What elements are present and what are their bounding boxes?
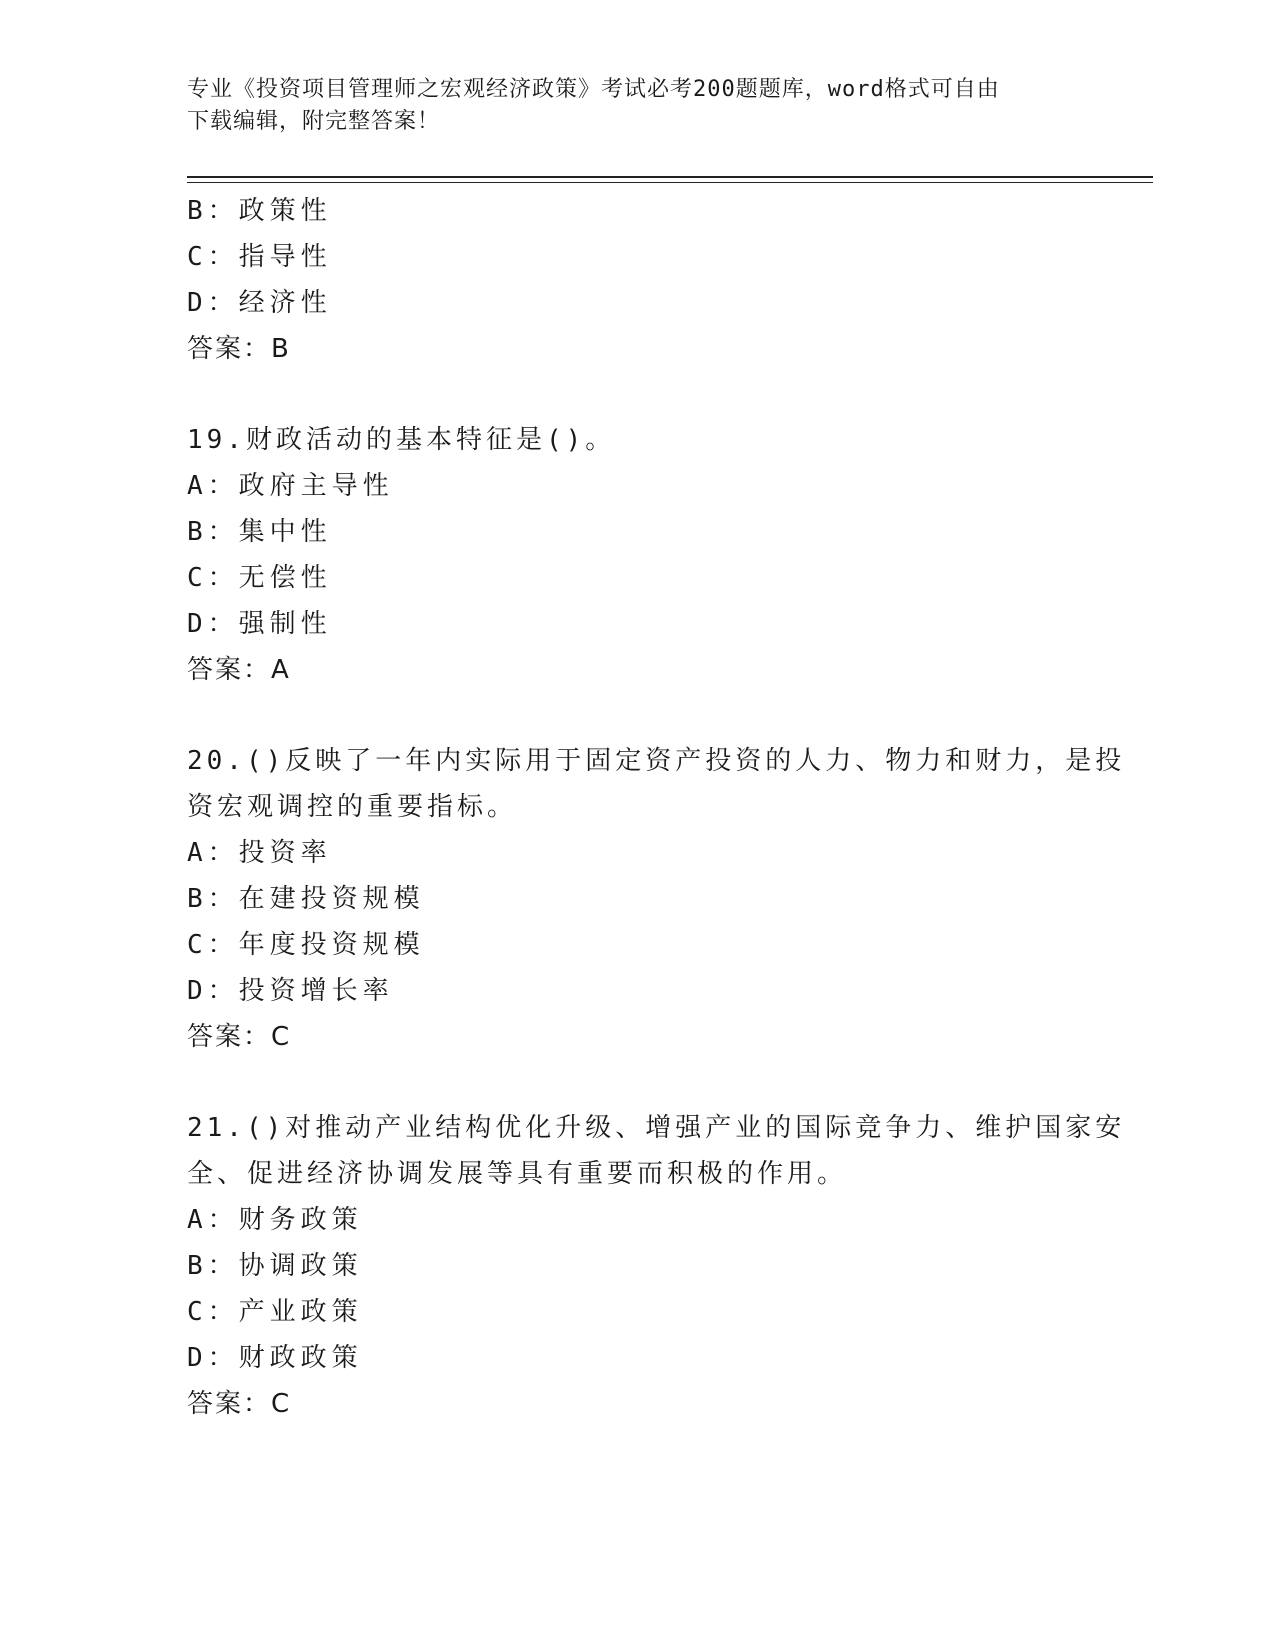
answer: 答案：B: [187, 334, 291, 364]
answer: 答案：A: [187, 655, 291, 685]
document-header: [187, 74, 1067, 138]
option-b: B：集中性: [187, 517, 332, 547]
answer: 答案：C: [187, 1389, 292, 1419]
question-18-continued: [187, 188, 1087, 372]
question-20: [187, 738, 1126, 1060]
header-line-1: 专业《投资项目管理师之宏观经济政策》考试必考200题题库，word格式可自由: [187, 77, 1000, 102]
header-divider: [187, 176, 1153, 183]
option-c: C：无偿性: [187, 563, 332, 593]
option-a: A：投资率: [187, 838, 332, 868]
question-stem: 19.财政活动的基本特征是()。: [187, 425, 616, 455]
question-stem-line-1: 20.()反映了一年内实际用于固定资产投资的人力、物力和财力，是投: [187, 746, 1126, 776]
option-d: D：经济性: [187, 288, 332, 318]
option-a: A：政府主导性: [187, 471, 394, 501]
question-list: [187, 188, 1126, 1427]
question-stem-line-1: 21.()对推动产业结构优化升级、增强产业的国际竞争力、维护国家安: [187, 1113, 1126, 1143]
question-21: [187, 1105, 1126, 1427]
option-a: A：财务政策: [187, 1205, 363, 1235]
option-d: D：投资增长率: [187, 976, 394, 1006]
option-c: C：指导性: [187, 242, 332, 272]
option-c: C：产业政策: [187, 1297, 363, 1327]
option-b: B：政策性: [187, 196, 332, 226]
option-c: C：年度投资规模: [187, 930, 425, 960]
option-b: B：协调政策: [187, 1251, 363, 1281]
question-stem-line-2: 资宏观调控的重要指标。: [187, 792, 518, 822]
header-line-2: 下载编辑，附完整答案！: [187, 109, 441, 134]
question-19: [187, 417, 1087, 693]
option-d: D：财政政策: [187, 1343, 363, 1373]
option-b: B：在建投资规模: [187, 884, 425, 914]
answer: 答案：C: [187, 1022, 292, 1052]
option-d: D：强制性: [187, 609, 332, 639]
question-stem-line-2: 全、促进经济协调发展等具有重要而积极的作用。: [187, 1159, 848, 1189]
